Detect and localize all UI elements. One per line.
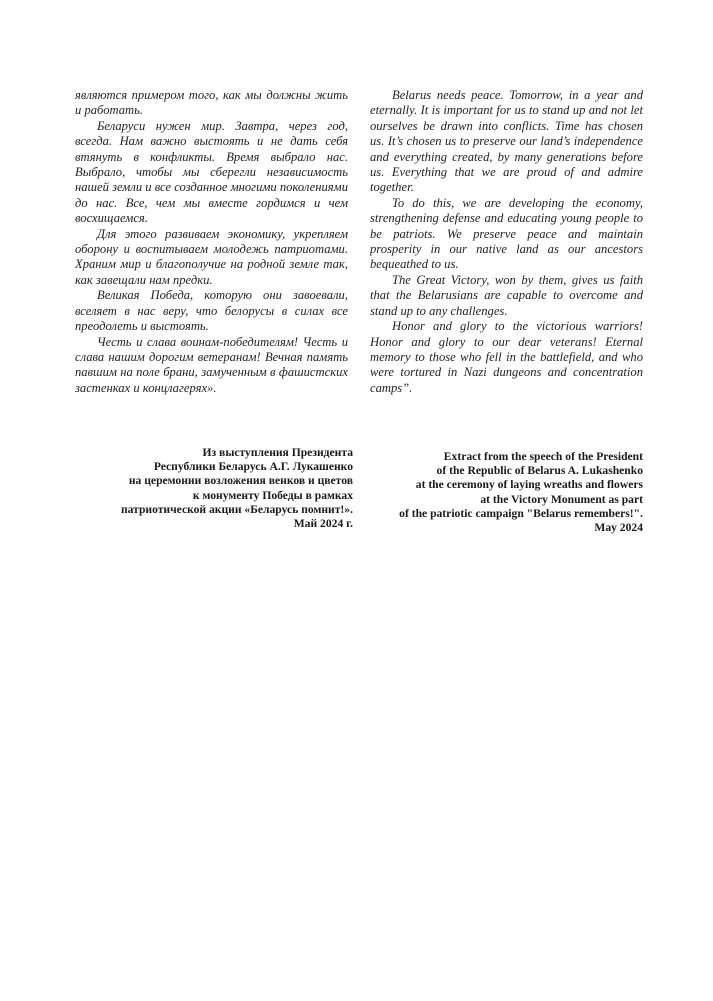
paragraph: Honor and glory to the victorious warriors! Honor and glory to our dear veterans! Eternal memory to those who fell in the battlefield, and who were tortured in Nazi dungeons and concentration camps”. bbox=[370, 319, 643, 395]
paragraph: Великая Победа, которую они завоевали, вселяет в нас веру, что белорусы в силах все преодолеть и выстоять. bbox=[75, 288, 348, 334]
attribution-line: Extract from the speech of the President bbox=[443, 450, 643, 463]
russian-text-column bbox=[75, 88, 348, 396]
attribution-line: Республики Беларусь А.Г. Лукашенко bbox=[153, 460, 353, 474]
attribution-line: of the patriotic campaign "Belarus remembers!". bbox=[399, 506, 643, 520]
attribution-line: патриотической акции «Беларусь помнит!». bbox=[120, 502, 353, 516]
paragraph: The Great Victory, won by them, gives us faith that the Belarusians are capable to overcome and stand up to any challenges. bbox=[370, 272, 643, 318]
attribution-line: на церемонии возложения венков и цветов bbox=[128, 474, 353, 488]
attribution-date: May 2024 bbox=[594, 521, 643, 535]
russian-attribution bbox=[121, 446, 353, 531]
paragraph: Беларуси нужен мир. Завтра, через год, всегда. Нам важно выстоять и не дать себя втянуть в конфликты. Время выбрало нас. Выбрало, чтобы мы сберегли независимость нашей земли и все созданное многими поколениями до нас. Все, чем мы вместе гордимся и чем восхищаемся. bbox=[75, 118, 348, 226]
attribution-line: Из выступления Президента bbox=[202, 446, 353, 459]
paragraph: To do this, we are developing the economy, strengthening defense and educating young people to be patriots. We preserve peace and maintain prosperity in our native land as our ancestors bequeathed to us. bbox=[370, 195, 643, 272]
attribution-line: of the Republic of Belarus A. Lukashenko bbox=[436, 464, 643, 478]
attribution-line: at the ceremony of laying wreaths and flowers bbox=[415, 478, 643, 492]
paragraph: являются примером того, как мы должны жить и работать. bbox=[75, 88, 348, 118]
english-speech-text bbox=[370, 88, 643, 396]
paragraph: Честь и слава воинам-победителям! Честь и слава нашим дорогим ветеранам! Вечная память павшим на поле брани, замученным в фашистских застенках и концлагерях». bbox=[75, 334, 348, 395]
paragraph: Belarus needs peace. Tomorrow, in a year and eternally. It is important for us to stand up and not let ourselves be drawn into conflicts. Time has chosen us. It’s chosen us to preserve our land’s independence and everything created, by many generations before us. Everything that we are proud of and admire together. bbox=[370, 88, 643, 195]
english-text-column bbox=[370, 88, 643, 396]
attribution-line: к монументу Победы в рамках bbox=[192, 488, 353, 502]
attribution-line: at the Victory Monument as part bbox=[480, 492, 643, 506]
english-attribution bbox=[399, 450, 643, 535]
russian-speech-text bbox=[75, 88, 348, 396]
attribution-date: Май 2024 г. bbox=[293, 517, 353, 531]
paragraph: Для этого развиваем экономику, укрепляем оборону и воспитываем молодежь патриотами. Храним мир и благополучие на родной земле так, как завещали нам предки. bbox=[75, 226, 348, 287]
